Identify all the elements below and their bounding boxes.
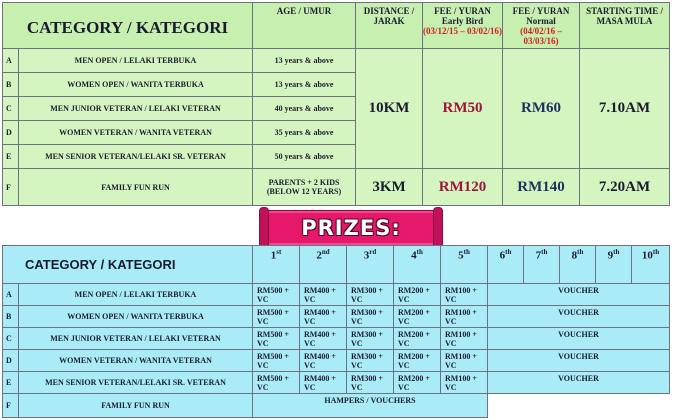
row-letter: C [3, 97, 19, 121]
prize-amount: RM100 + VC [441, 306, 488, 328]
prize-amount: RM400 + VC [300, 350, 347, 372]
distance-10k: 10KM [356, 49, 423, 169]
prize-amount: RM100 + VC [441, 372, 488, 394]
prize-amount: RM500 + VC [253, 328, 300, 350]
header-distance: DISTANCE / JARAK [356, 3, 423, 49]
category-name: FAMILY FUN RUN [19, 394, 253, 418]
category-name: FAMILY FUN RUN [19, 169, 253, 206]
prize-row-family [3, 394, 670, 418]
prize-row [3, 328, 670, 350]
prize-table [2, 245, 670, 418]
fee-early-10k: RM50 [423, 49, 503, 169]
category-name: MEN SENIOR VETERAN/LELAKI SR. VETERAN [19, 372, 253, 394]
banner-text: PRIZES: [301, 216, 401, 240]
place-header-9: 9th [596, 246, 632, 284]
category-age: 35 years & above [253, 121, 356, 145]
prize-amount: RM300 + VC [347, 306, 394, 328]
start-time-3k: 7.20AM [580, 169, 670, 206]
category-age: PARENTS + 2 KIDS (BELOW 12 YEARS) [253, 169, 356, 206]
distance-3k: 3KM [356, 169, 423, 206]
category-age: 13 years & above [253, 49, 356, 73]
fee-early-3k: RM120 [423, 169, 503, 206]
prize-row [3, 306, 670, 328]
prize-amount: RM100 + VC [441, 328, 488, 350]
prize-amount: RM400 + VC [300, 328, 347, 350]
place-header-10: 10th [632, 246, 670, 284]
place-header-7: 7th [524, 246, 560, 284]
category-name: MEN JUNIOR VETERAN / LELAKI VETERAN [19, 97, 253, 121]
row-letter: B [3, 306, 19, 328]
row-letter: A [3, 284, 19, 306]
prize-amount: RM100 + VC [441, 284, 488, 306]
header-fee-early [423, 3, 503, 49]
prize-amount: RM200 + VC [394, 350, 441, 372]
place-header-8: 8th [560, 246, 596, 284]
start-time-10k: 7.10AM [580, 49, 670, 169]
voucher-cell: VOUCHER [488, 306, 670, 328]
prize-amount: RM500 + VC [253, 284, 300, 306]
category-row [3, 169, 670, 206]
fee-normal-3k: RM140 [503, 169, 580, 206]
hampers-vouchers-cell: HAMPERS / VOUCHERS [253, 394, 488, 418]
prize-amount: RM500 + VC [253, 372, 300, 394]
prize-amount: RM400 + VC [300, 306, 347, 328]
header-start-time: STARTING TIME / MASA MULA [580, 3, 670, 49]
header-age: AGE / UMUR [253, 3, 356, 49]
category-name: MEN JUNIOR VETERAN / LELAKI VETERAN [19, 328, 253, 350]
voucher-cell: VOUCHER [488, 328, 670, 350]
category-age: 50 years & above [253, 145, 356, 169]
prize-amount: RM500 + VC [253, 306, 300, 328]
prize-amount: RM400 + VC [300, 284, 347, 306]
row-letter: C [3, 328, 19, 350]
header-fee-normal-title: FEE / YURAN Normal [512, 6, 570, 26]
voucher-cell: VOUCHER [488, 350, 670, 372]
category-name: WOMEN OPEN / WANITA TERBUKA [19, 306, 253, 328]
category-name: WOMEN VETERAN / WANITA VETERAN [19, 121, 253, 145]
place-header-3: 3rd [347, 246, 394, 284]
prize-amount: RM200 + VC [394, 284, 441, 306]
prize-amount: RM400 + VC [300, 372, 347, 394]
row-letter: D [3, 350, 19, 372]
prize-amount: RM200 + VC [394, 306, 441, 328]
prize-amount: RM300 + VC [347, 372, 394, 394]
prize-amount: RM300 + VC [347, 328, 394, 350]
category-name: MEN OPEN / LELAKI TERBUKA [19, 284, 253, 306]
row-letter: A [3, 49, 19, 73]
category-row [3, 49, 670, 73]
prize-amount: RM100 + VC [441, 350, 488, 372]
prize-row [3, 372, 670, 394]
fee-normal-10k: RM60 [503, 49, 580, 169]
voucher-cell: VOUCHER [488, 284, 670, 306]
prize-amount: RM200 + VC [394, 372, 441, 394]
empty-cell [488, 394, 670, 418]
prize-amount: RM300 + VC [347, 350, 394, 372]
row-letter: F [3, 394, 19, 418]
prize-amount: RM500 + VC [253, 350, 300, 372]
voucher-cell: VOUCHER [488, 372, 670, 394]
place-header-4: 4th [394, 246, 441, 284]
place-header-2: 2nd [300, 246, 347, 284]
prize-amount: RM300 + VC [347, 284, 394, 306]
category-name: WOMEN VETERAN / WANITA VETERAN [19, 350, 253, 372]
header-fee-early-title: FEE / YURAN Early Bird [434, 6, 491, 26]
prize-row [3, 350, 670, 372]
prize-amount: RM200 + VC [394, 328, 441, 350]
category-age: 13 years & above [253, 73, 356, 97]
prize-row [3, 284, 670, 306]
header-fee-normal [503, 3, 580, 49]
row-letter: B [3, 73, 19, 97]
category-name: WOMEN OPEN / WANITA TERBUKA [19, 73, 253, 97]
header-fee-early-dates: (03/12/15 – 03/02/16) [423, 26, 503, 36]
category-age: 40 years & above [253, 97, 356, 121]
category-name: MEN OPEN / LELAKI TERBUKA [19, 49, 253, 73]
prize-header-category: CATEGORY / KATEGORI [3, 246, 253, 284]
prizes-banner [266, 210, 436, 246]
category-fee-table [2, 2, 670, 206]
place-header-1: 1st [253, 246, 300, 284]
place-header-5: 5th [441, 246, 488, 284]
row-letter: E [3, 145, 19, 169]
header-category: CATEGORY / KATEGORI [3, 3, 253, 49]
row-letter: D [3, 121, 19, 145]
place-header-6: 6th [488, 246, 524, 284]
header-fee-normal-dates: (04/02/16 – 03/03/16) [520, 26, 562, 46]
row-letter: E [3, 372, 19, 394]
category-name: MEN SENIOR VETERAN/LELAKI SR. VETERAN [19, 145, 253, 169]
row-letter: F [3, 169, 19, 206]
